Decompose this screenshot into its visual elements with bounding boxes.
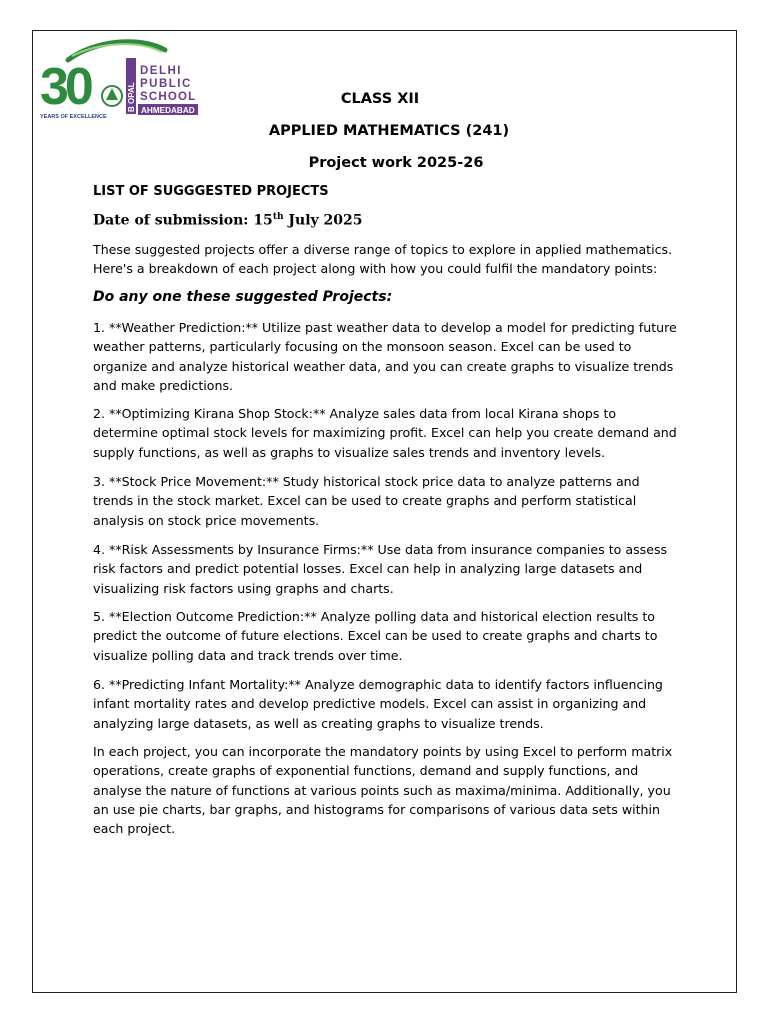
logo-school-line-2: PUBLIC	[140, 78, 192, 90]
logo-city: AHMEDABAD	[141, 106, 195, 115]
intro-paragraph: These suggested projects offer a diverse range of topics to explore in applied mathematics. Here's a breakdown of each project along with how you could fulfil the mandatory points:	[93, 242, 673, 277]
project-item: 4. **Risk Assessments by Insurance Firms:** Use data from insurance companies to assess risk factors and predict potential losses. Excel can help in analyzing large datasets and visualizing risk factors using graphs and charts.	[93, 542, 668, 596]
submission-date: Date of submission: 15th July 2025	[93, 212, 363, 229]
project-item: 2. **Optimizing Kirana Shop Stock:** Analyze sales data from local Kirana shops to determine optimal stock levels for maximizing profit. Excel can help you create demand and supply functions, as well as graphs to visualize sales trends and inventory levels.	[93, 406, 677, 460]
list-title: LIST OF SUGGGESTED PROJECTS	[93, 184, 329, 199]
closing-paragraph: In each project, you can incorporate the mandatory points by using Excel to perform matrix operations, create graphs of exponential functions, demand and supply functions, and analyse the nature of functions at various points such as maxima/minima. Additionally, you an use pie charts, bar graphs, and histograms for comparisons of various data sets within each project.	[93, 744, 673, 837]
school-logo	[40, 38, 205, 122]
logo-school-line-3: SCHOOL	[140, 91, 197, 103]
class-heading: CLASS XII	[340, 91, 420, 107]
project-item: 1. **Weather Prediction:** Utilize past weather data to develop a model for predicting future weather patterns, particularly focusing on the monsoon season. Excel can be used to organize and analyze historical weather data, and you can create graphs to visualize trends and make predictions.	[93, 320, 677, 393]
project-heading: Project work 2025-26	[308, 155, 484, 171]
logo-number: 30	[40, 58, 90, 116]
subject-heading: APPLIED MATHEMATICS (241)	[268, 123, 510, 139]
project-item: 6. **Predicting Infant Mortality:** Analyze demographic data to identify factors influencing infant mortality rates and develop predictive models. Excel can assist in organizing and analyzing large datasets, as well as creating graphs to visualize trends.	[93, 677, 663, 731]
logo-tagline: YEARS OF EXCELLENCE	[40, 114, 107, 120]
logo-side-text: B OPAL	[127, 82, 136, 112]
instruction-heading: Do any one these suggested Projects:	[93, 289, 393, 305]
logo-school-line-1: DELHI	[140, 65, 182, 77]
project-item: 5. **Election Outcome Prediction:** Analyze polling data and historical election results to predict the outcome of future elections. Excel can be used to create graphs and charts to visualize polling data and track trends over time.	[93, 609, 658, 663]
project-item: 3. **Stock Price Movement:** Study historical stock price data to analyze patterns and trends in the stock market. Excel can be used to create graphs and perform statistical analysis on stock price movements.	[93, 474, 640, 528]
